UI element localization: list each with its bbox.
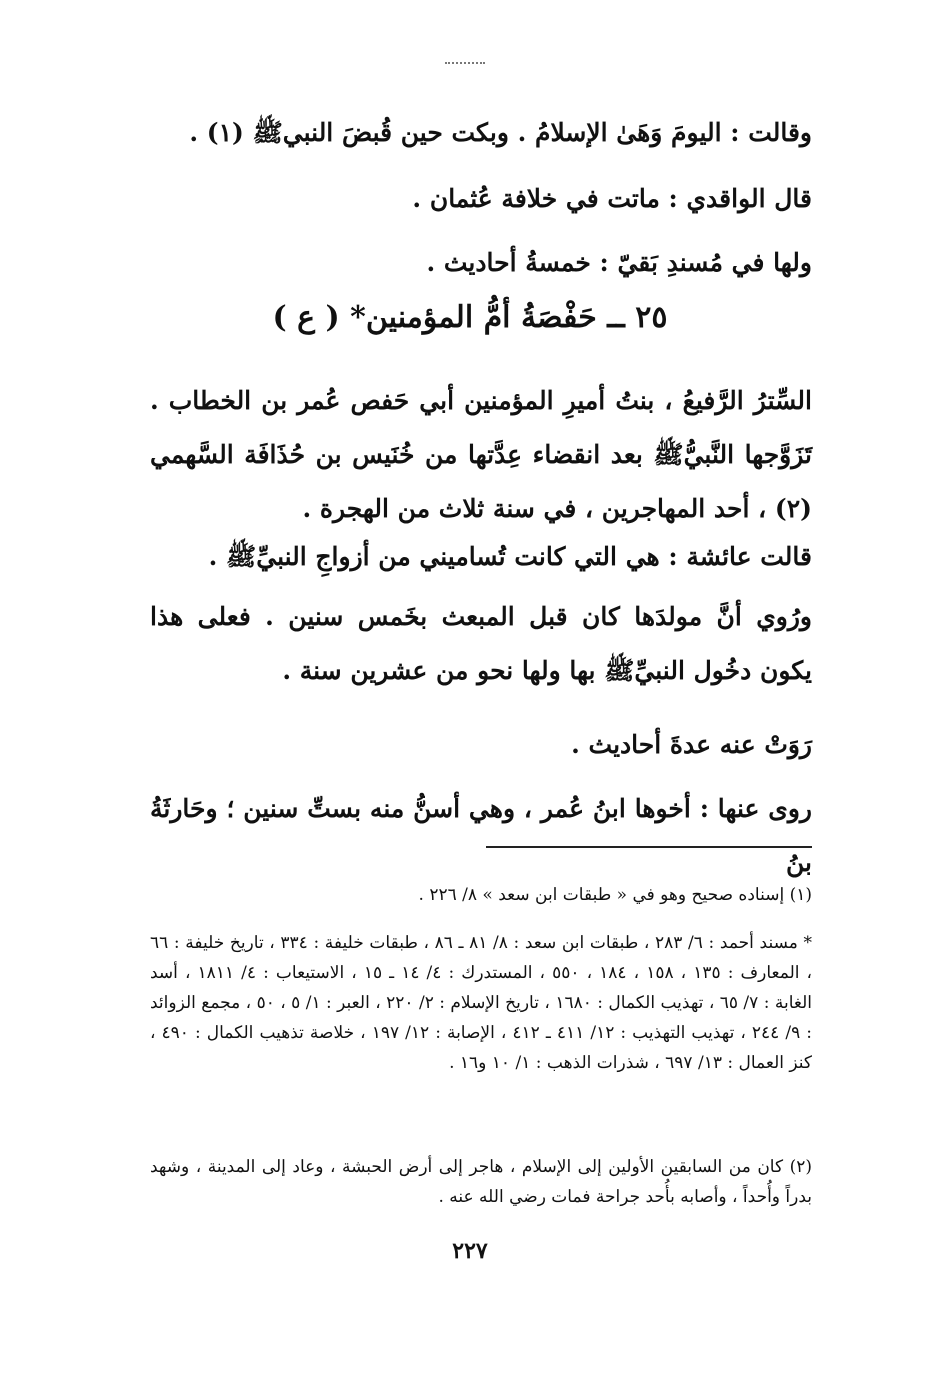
- page-number: ٢٢٧: [452, 1238, 488, 1264]
- paragraph-1: وقالت : اليومَ وَهَىٰ الإسلامُ . وبكت حين قُبضَ النبيﷺ (١) .: [189, 118, 812, 147]
- section-heading: ٢٥ ــ حَفْصَةُ أمُّ المؤمنين* ( ع ): [272, 300, 668, 335]
- paragraph-6: ورُوي أنَّ مولدَها كان قبل المبعث بخَمس سنين . فعلى هذا يكون دخُول النبيِّﷺ بها ولها نحو من عشرين سنة .: [150, 602, 812, 685]
- paragraph-3: ولها في مُسندِ بَقيّ : خمسةُ أحاديث .: [426, 248, 812, 277]
- paragraph-2: قال الواقدي : ماتت في خلافة عُثمان .: [412, 184, 812, 213]
- footnote-separator: [486, 846, 812, 848]
- footnote-sources: * مسند أحمد : ٦/ ٢٨٣ ، طبقات ابن سعد : ٨/ ٨١ ـ ٨٦ ، طبقات خليفة : ٣٣٤ ، تاريخ خليفة : ٦٦ ، المعارف : ١٣٥ ، ١٥٨ ، ١٨٤ ، ٥٥٠ ، المستدرك : ٤/ ١٤ ـ ١٥ ، الاستيعاب : ٤/ ١٨١١ ، أسد الغابة : ٧/ ٦٥ ، تهذيب الكمال : ١٦٨٠ ، تاريخ الإسلام : ٢/ ٢٢٠ ، العبر : ١/ ٥ ، ٥٠ ، مجمع الزوائد : ٩/ ٢٤٤ ، تهذيب التهذيب : ١٢/ ٤١١ ـ ٤١٢ ، الإصابة : ١٢/ ١٩٧ ، خلاصة تذهيب الكمال : ٤٩٠ ، كنز العمال : ١٣/ ٦٩٧ ، شذرات الذهب : ١/ ١٠ و١٦ .: [150, 933, 813, 1073]
- paragraph-8: روى عنها : أخوها ابنُ عُمر ، وهي أسنُّ منه بستِّ سنين ؛ وحَارثَةُ بنُ: [150, 794, 812, 877]
- top-ornament: [445, 62, 485, 66]
- footnote-1: (١) إسناده صحيح وهو في « طبقات ابن سعد » ٨/ ٢٢٦ .: [418, 885, 812, 905]
- paragraph-7: رَوَتْ عنه عدةَ أحاديث .: [571, 730, 812, 759]
- paragraph-4: السِّترُ الرَّفيعُ ، بنتُ أميرِ المؤمنين أبي حَفص عُمر بن الخطاب . تَزَوَّجها النَّبيُّﷺ بعد انقضاء عِدَّتها من خُنَيس بن حُذَافَة السَّهمي (٢) ، أحد المهاجرين ، في سنة ثلاث من الهجرة .: [150, 386, 812, 523]
- paragraph-5: قالت عائشة : هي التي كانت تُساميني من أزواجِ النبيِّﷺ .: [208, 542, 812, 571]
- footnote-2: (٢) كان من السابقين الأولين إلى الإسلام ، هاجر إلى أرض الحبشة ، وعاد إلى المدينة ، وشهد بدراً وأُحداً ، وأصابه بأُحد جراحة فمات رضي الله عنه .: [150, 1157, 812, 1207]
